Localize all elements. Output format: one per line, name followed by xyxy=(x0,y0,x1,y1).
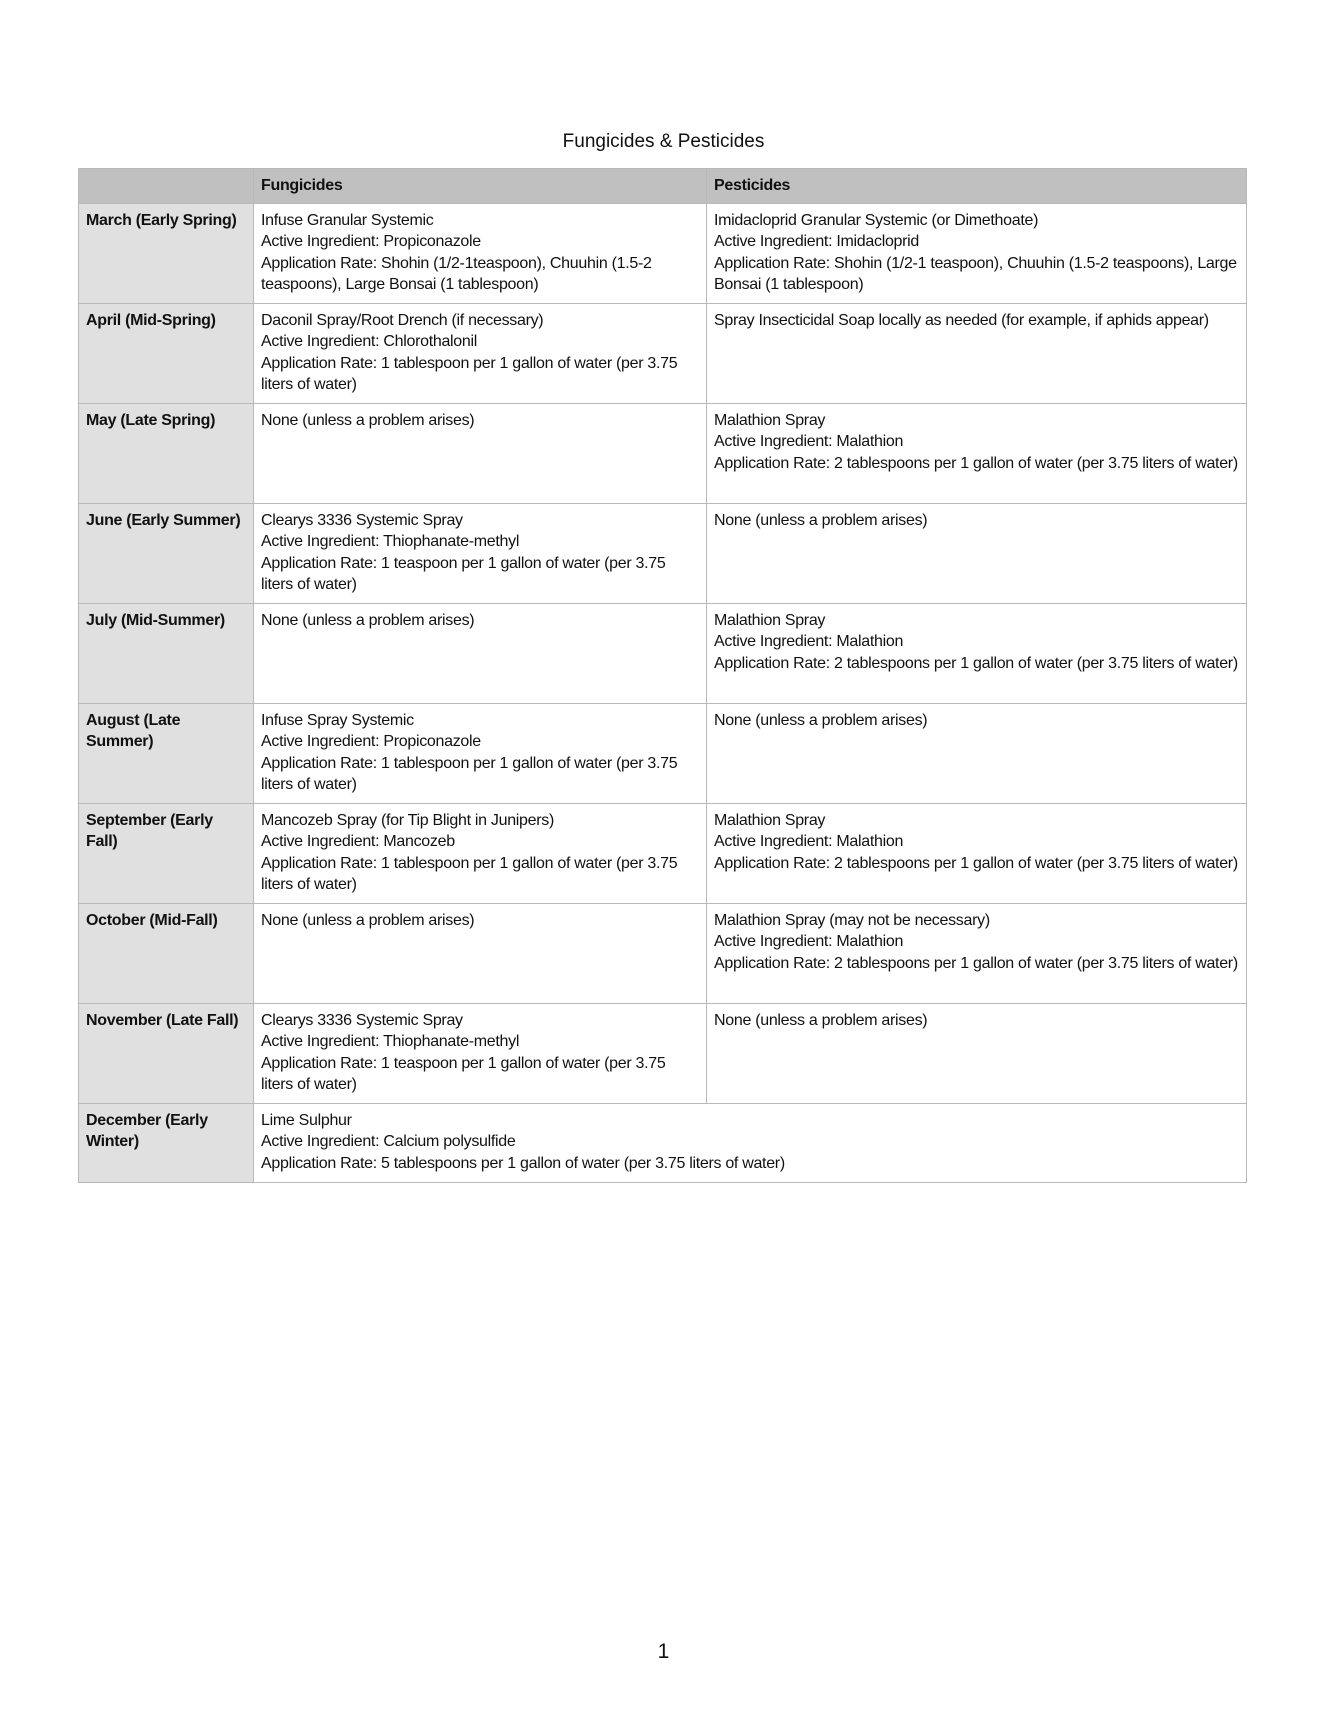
fungicide-cell xyxy=(254,304,707,404)
header-pesticides: Pesticides xyxy=(707,169,1247,204)
cell-line: None (unless a problem arises) xyxy=(714,1012,928,1029)
table-row xyxy=(79,304,1247,404)
cell-line: Application Rate: Shohin (1/2-1teaspoon), Chuuhin (1.5-2 teaspoons), Large Bonsai (1 tablespoon) xyxy=(261,254,652,294)
cell-line: None (unless a problem arises) xyxy=(714,712,928,729)
cell-line: Clearys 3336 Systemic Spray xyxy=(261,512,463,529)
table-row xyxy=(79,1104,1247,1183)
cell-line: Active Ingredient: Malathion xyxy=(714,433,904,451)
cell-line: Imidacloprid Granular Systemic (or Dimethoate) xyxy=(714,212,1039,229)
table-row xyxy=(79,1004,1247,1104)
pesticide-cell xyxy=(707,604,1247,704)
cell-line: Application Rate: 2 tablespoons per 1 gallon of water (per 3.75 liters of water) xyxy=(714,454,1238,472)
table-row xyxy=(79,704,1247,804)
cell-line: Active Ingredient: Imidacloprid xyxy=(714,233,920,251)
month-cell: July (Mid-Summer) xyxy=(79,604,254,704)
cell-line: Active Ingredient: Malathion xyxy=(714,633,904,651)
cell-line: Malathion Spray (may not be necessary) xyxy=(714,912,990,929)
fungicide-cell xyxy=(254,704,707,804)
table-row xyxy=(79,204,1247,304)
month-cell: September (Early Fall) xyxy=(79,804,254,904)
page-number: 1 xyxy=(657,1640,670,1663)
fungicide-cell xyxy=(254,904,707,1004)
fungicide-cell xyxy=(254,604,707,704)
month-cell: November (Late Fall) xyxy=(79,1004,254,1104)
cell-line: Application Rate: 1 tablespoon per 1 gallon of water (per 3.75 liters of water) xyxy=(261,354,678,394)
month-cell: May (Late Spring) xyxy=(79,404,254,504)
cell-line: Mancozeb Spray (for Tip Blight in Junipers) xyxy=(261,812,555,829)
cell-line: None (unless a problem arises) xyxy=(714,512,928,529)
pesticide-cell xyxy=(707,404,1247,504)
header-month xyxy=(79,169,254,204)
table-header-row xyxy=(79,169,1247,204)
cell-line: Active Ingredient: Malathion xyxy=(714,933,904,951)
cell-line: Application Rate: Shohin (1/2-1 teaspoon), Chuuhin (1.5-2 teaspoons), Large Bonsai (1 tablespoon) xyxy=(714,254,1237,294)
table-row xyxy=(79,504,1247,604)
month-cell: December (Early Winter) xyxy=(79,1104,254,1183)
fungicide-cell xyxy=(254,204,707,304)
pesticide-cell xyxy=(707,204,1247,304)
table-row xyxy=(79,604,1247,704)
cell-line: None (unless a problem arises) xyxy=(261,912,475,929)
fungicide-cell xyxy=(254,504,707,604)
table-row xyxy=(79,404,1247,504)
pesticide-cell xyxy=(707,804,1247,904)
combined-treatment-cell xyxy=(254,1104,1247,1183)
cell-line: Application Rate: 2 tablespoons per 1 gallon of water (per 3.75 liters of water) xyxy=(714,954,1238,972)
cell-line: Active Ingredient: Thiophanate-methyl xyxy=(261,1033,520,1051)
page-title: Fungicides & Pesticides xyxy=(562,131,765,152)
month-cell: August (Late Summer) xyxy=(79,704,254,804)
table-row xyxy=(79,804,1247,904)
cell-line: Active Ingredient: Calcium polysulfide xyxy=(261,1133,516,1151)
cell-line: Daconil Spray/Root Drench (if necessary) xyxy=(261,312,544,329)
schedule-table xyxy=(78,168,1247,1183)
cell-line: Malathion Spray xyxy=(714,412,826,429)
cell-line: Infuse Granular Systemic xyxy=(261,212,434,229)
cell-line: Application Rate: 5 tablespoons per 1 gallon of water (per 3.75 liters of water) xyxy=(261,1154,785,1172)
cell-line: Application Rate: 1 tablespoon per 1 gallon of water (per 3.75 liters of water) xyxy=(261,754,678,794)
month-cell: June (Early Summer) xyxy=(79,504,254,604)
cell-line: Infuse Spray Systemic xyxy=(261,712,414,729)
pesticide-cell xyxy=(707,304,1247,404)
cell-line: Malathion Spray xyxy=(714,812,826,829)
cell-line: Active Ingredient: Propiconazole xyxy=(261,233,481,251)
fungicide-cell xyxy=(254,404,707,504)
cell-line: Application Rate: 1 teaspoon per 1 gallon of water (per 3.75 liters of water) xyxy=(261,1054,666,1094)
cell-line: Active Ingredient: Thiophanate-methyl xyxy=(261,533,520,551)
cell-line: Application Rate: 2 tablespoons per 1 gallon of water (per 3.75 liters of water) xyxy=(714,854,1238,872)
cell-line: Application Rate: 1 tablespoon per 1 gallon of water (per 3.75 liters of water) xyxy=(261,854,678,894)
cell-line: Active Ingredient: Chlorothalonil xyxy=(261,333,478,351)
header-fungicides: Fungicides xyxy=(254,169,707,204)
pesticide-cell xyxy=(707,704,1247,804)
pesticide-cell xyxy=(707,504,1247,604)
cell-line: None (unless a problem arises) xyxy=(261,612,475,629)
month-cell: October (Mid-Fall) xyxy=(79,904,254,1004)
cell-line: Clearys 3336 Systemic Spray xyxy=(261,1012,463,1029)
fungicide-cell xyxy=(254,804,707,904)
cell-line: None (unless a problem arises) xyxy=(261,412,475,429)
cell-line: Active Ingredient: Malathion xyxy=(714,833,904,851)
cell-line: Active Ingredient: Propiconazole xyxy=(261,733,481,751)
cell-line: Lime Sulphur xyxy=(261,1112,352,1129)
cell-line: Application Rate: 2 tablespoons per 1 gallon of water (per 3.75 liters of water) xyxy=(714,654,1238,672)
fungicide-cell xyxy=(254,1004,707,1104)
cell-line: Spray Insecticidal Soap locally as needed (for example, if aphids appear) xyxy=(714,312,1209,329)
month-cell: April (Mid-Spring) xyxy=(79,304,254,404)
cell-line: Malathion Spray xyxy=(714,612,826,629)
pesticide-cell xyxy=(707,904,1247,1004)
table-row xyxy=(79,904,1247,1004)
cell-line: Active Ingredient: Mancozeb xyxy=(261,833,455,851)
cell-line: Application Rate: 1 teaspoon per 1 gallon of water (per 3.75 liters of water) xyxy=(261,554,666,594)
month-cell: March (Early Spring) xyxy=(79,204,254,304)
pesticide-cell xyxy=(707,1004,1247,1104)
